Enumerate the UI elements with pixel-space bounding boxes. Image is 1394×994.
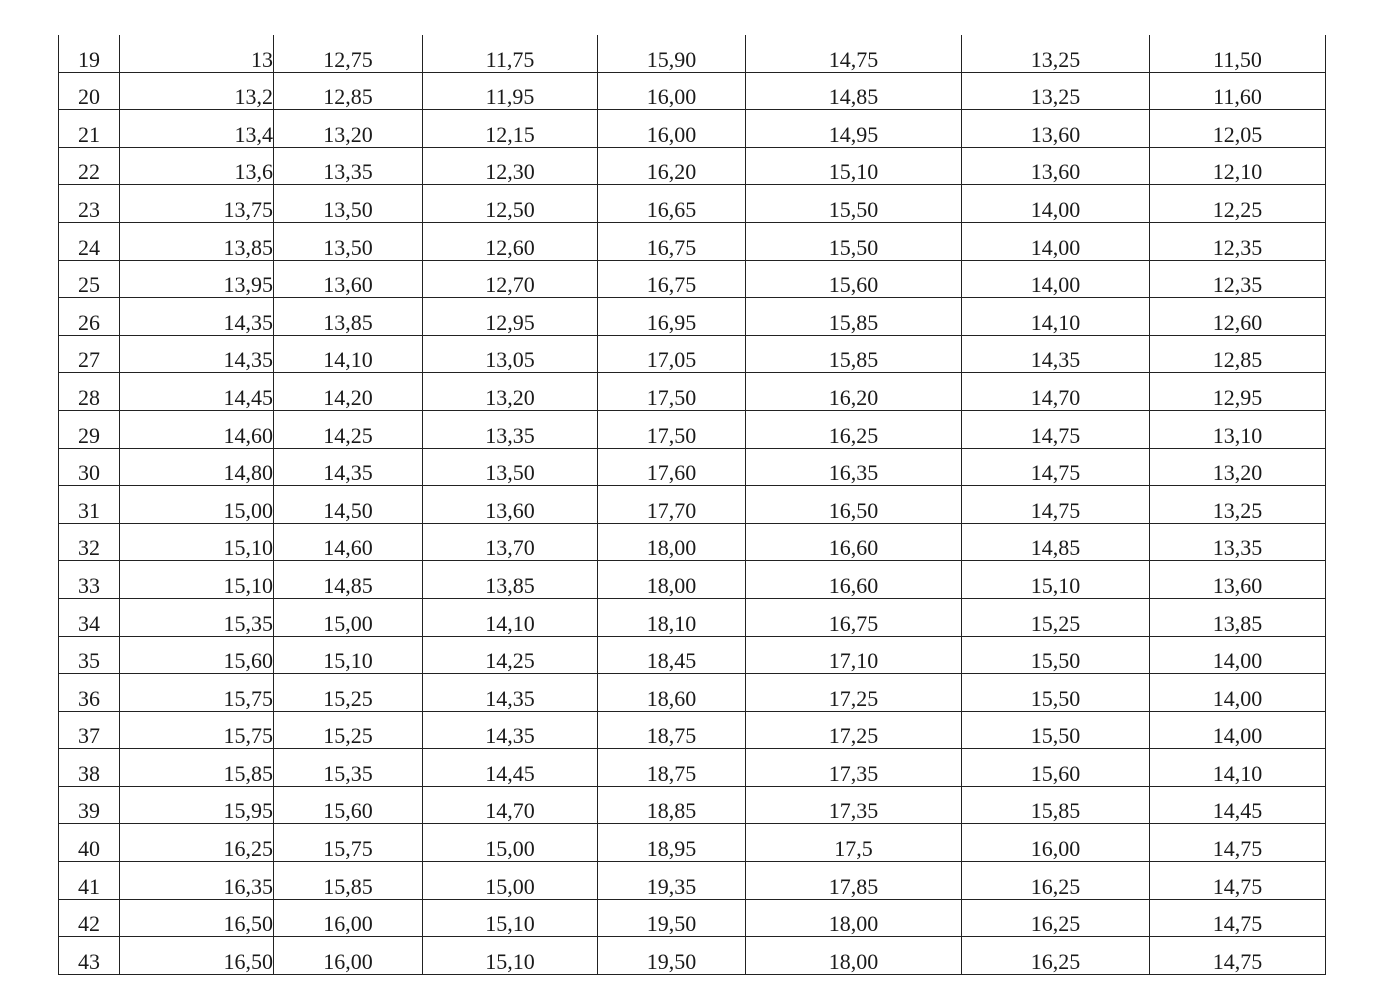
value-cell: 13,85 — [1150, 598, 1326, 636]
value-cell: 12,95 — [423, 298, 598, 336]
value-cell: 13,60 — [274, 260, 423, 298]
value-cell: 14,00 — [962, 185, 1150, 223]
value-cell: 13,05 — [423, 335, 598, 373]
row-number-cell: 36 — [59, 674, 120, 712]
value-cell: 14,00 — [1150, 636, 1326, 674]
row-number-cell: 41 — [59, 862, 120, 900]
value-cell: 13,75 — [120, 185, 274, 223]
value-cell: 15,85 — [274, 862, 423, 900]
value-cell: 18,75 — [598, 711, 746, 749]
value-cell: 14,85 — [962, 523, 1150, 561]
value-cell: 15,25 — [962, 598, 1150, 636]
row-number-cell: 29 — [59, 410, 120, 448]
value-cell: 18,95 — [598, 824, 746, 862]
value-cell: 18,10 — [598, 598, 746, 636]
value-cell: 13,50 — [423, 448, 598, 486]
value-cell: 15,60 — [274, 786, 423, 824]
value-cell: 15,85 — [120, 749, 274, 787]
value-cell: 13,25 — [962, 35, 1150, 72]
row-number-cell: 20 — [59, 72, 120, 110]
table-row — [59, 561, 1326, 599]
value-cell: 16,00 — [274, 937, 423, 975]
row-number-cell: 25 — [59, 260, 120, 298]
value-cell: 15,10 — [274, 636, 423, 674]
row-number-cell: 22 — [59, 147, 120, 185]
table-row — [59, 448, 1326, 486]
value-cell: 13,25 — [962, 72, 1150, 110]
value-cell: 14,85 — [274, 561, 423, 599]
value-cell: 15,60 — [962, 749, 1150, 787]
value-cell: 16,25 — [746, 410, 962, 448]
value-cell: 12,60 — [423, 222, 598, 260]
value-cell: 14,75 — [1150, 862, 1326, 900]
value-cell: 14,00 — [1150, 711, 1326, 749]
value-cell: 12,30 — [423, 147, 598, 185]
value-cell: 14,95 — [746, 110, 962, 148]
value-cell: 13,50 — [274, 185, 423, 223]
value-cell: 16,20 — [746, 373, 962, 411]
value-cell: 18,00 — [598, 523, 746, 561]
value-cell: 13,50 — [274, 222, 423, 260]
value-cell: 16,35 — [746, 448, 962, 486]
table-container — [58, 35, 1325, 975]
value-cell: 16,60 — [746, 561, 962, 599]
value-cell: 14,85 — [746, 72, 962, 110]
value-cell: 14,75 — [1150, 824, 1326, 862]
row-number-cell: 30 — [59, 448, 120, 486]
value-cell: 14,25 — [423, 636, 598, 674]
value-cell: 18,00 — [598, 561, 746, 599]
value-cell: 13,35 — [1150, 523, 1326, 561]
value-cell: 15,60 — [746, 260, 962, 298]
value-cell: 13,85 — [120, 222, 274, 260]
value-cell: 17,85 — [746, 862, 962, 900]
value-cell: 12,75 — [274, 35, 423, 72]
value-cell: 16,50 — [120, 937, 274, 975]
row-number-cell: 35 — [59, 636, 120, 674]
value-cell: 12,70 — [423, 260, 598, 298]
value-cell: 12,35 — [1150, 222, 1326, 260]
value-cell: 15,25 — [274, 711, 423, 749]
value-cell: 16,50 — [120, 899, 274, 937]
value-cell: 14,35 — [120, 298, 274, 336]
value-cell: 17,50 — [598, 410, 746, 448]
value-cell: 15,35 — [120, 598, 274, 636]
table-row — [59, 373, 1326, 411]
row-number-cell: 19 — [59, 35, 120, 72]
value-cell: 14,75 — [962, 486, 1150, 524]
table-body — [59, 35, 1326, 974]
row-number-cell: 34 — [59, 598, 120, 636]
value-cell: 15,85 — [746, 298, 962, 336]
row-number-cell: 43 — [59, 937, 120, 975]
value-cell: 13,85 — [423, 561, 598, 599]
value-cell: 18,85 — [598, 786, 746, 824]
table-row — [59, 222, 1326, 260]
value-cell: 14,70 — [423, 786, 598, 824]
value-cell: 13,35 — [423, 410, 598, 448]
value-cell: 15,75 — [274, 824, 423, 862]
row-number-cell: 28 — [59, 373, 120, 411]
value-cell: 15,10 — [120, 561, 274, 599]
value-cell: 12,10 — [1150, 147, 1326, 185]
row-number-cell: 42 — [59, 899, 120, 937]
value-cell: 13,85 — [274, 298, 423, 336]
value-cell: 14,35 — [962, 335, 1150, 373]
value-cell: 14,45 — [1150, 786, 1326, 824]
value-cell: 14,60 — [120, 410, 274, 448]
value-cell: 14,00 — [962, 222, 1150, 260]
value-cell: 12,85 — [274, 72, 423, 110]
value-cell: 15,50 — [962, 711, 1150, 749]
value-cell: 15,85 — [746, 335, 962, 373]
value-cell: 14,45 — [120, 373, 274, 411]
table-row — [59, 598, 1326, 636]
value-cell: 16,00 — [274, 899, 423, 937]
value-cell: 15,10 — [423, 937, 598, 975]
value-cell: 11,60 — [1150, 72, 1326, 110]
value-cell: 14,00 — [1150, 674, 1326, 712]
value-cell: 16,25 — [962, 937, 1150, 975]
value-cell: 15,50 — [746, 222, 962, 260]
table-row — [59, 260, 1326, 298]
value-cell: 12,60 — [1150, 298, 1326, 336]
value-cell: 14,75 — [746, 35, 962, 72]
table-row — [59, 523, 1326, 561]
row-number-cell: 39 — [59, 786, 120, 824]
value-cell: 13,60 — [962, 147, 1150, 185]
value-cell: 15,25 — [274, 674, 423, 712]
value-cell: 17,70 — [598, 486, 746, 524]
table-row — [59, 711, 1326, 749]
table-row — [59, 862, 1326, 900]
value-cell: 15,75 — [120, 711, 274, 749]
value-cell: 15,10 — [962, 561, 1150, 599]
value-cell: 17,10 — [746, 636, 962, 674]
value-cell: 14,70 — [962, 373, 1150, 411]
value-cell: 17,25 — [746, 674, 962, 712]
table-row — [59, 335, 1326, 373]
data-table — [58, 35, 1326, 975]
value-cell: 19,50 — [598, 937, 746, 975]
table-row — [59, 298, 1326, 336]
value-cell: 12,85 — [1150, 335, 1326, 373]
value-cell: 16,00 — [598, 110, 746, 148]
value-cell: 16,20 — [598, 147, 746, 185]
value-cell: 16,75 — [598, 260, 746, 298]
value-cell: 17,25 — [746, 711, 962, 749]
table-row — [59, 937, 1326, 975]
value-cell: 12,50 — [423, 185, 598, 223]
table-row — [59, 749, 1326, 787]
value-cell: 15,50 — [962, 636, 1150, 674]
value-cell: 16,75 — [746, 598, 962, 636]
value-cell: 13,35 — [274, 147, 423, 185]
value-cell: 19,35 — [598, 862, 746, 900]
value-cell: 15,95 — [120, 786, 274, 824]
row-number-cell: 31 — [59, 486, 120, 524]
value-cell: 16,75 — [598, 222, 746, 260]
value-cell: 13,60 — [962, 110, 1150, 148]
value-cell: 14,50 — [274, 486, 423, 524]
table-row — [59, 185, 1326, 223]
value-cell: 14,00 — [962, 260, 1150, 298]
value-cell: 13,60 — [423, 486, 598, 524]
value-cell: 15,00 — [423, 862, 598, 900]
value-cell: 16,95 — [598, 298, 746, 336]
table-row — [59, 786, 1326, 824]
value-cell: 15,90 — [598, 35, 746, 72]
value-cell: 14,75 — [962, 410, 1150, 448]
value-cell: 17,50 — [598, 373, 746, 411]
value-cell: 15,00 — [423, 824, 598, 862]
table-row — [59, 674, 1326, 712]
table-row — [59, 147, 1326, 185]
table-row — [59, 899, 1326, 937]
table-row — [59, 35, 1326, 72]
value-cell: 14,25 — [274, 410, 423, 448]
value-cell: 18,60 — [598, 674, 746, 712]
value-cell: 12,35 — [1150, 260, 1326, 298]
value-cell: 18,45 — [598, 636, 746, 674]
value-cell: 14,10 — [423, 598, 598, 636]
value-cell: 14,10 — [274, 335, 423, 373]
value-cell: 12,15 — [423, 110, 598, 148]
value-cell: 14,35 — [120, 335, 274, 373]
value-cell: 17,60 — [598, 448, 746, 486]
value-cell: 17,05 — [598, 335, 746, 373]
value-cell: 14,45 — [423, 749, 598, 787]
row-number-cell: 32 — [59, 523, 120, 561]
value-cell: 17,35 — [746, 786, 962, 824]
table-row — [59, 72, 1326, 110]
value-cell: 14,60 — [274, 523, 423, 561]
row-number-cell: 24 — [59, 222, 120, 260]
value-cell: 11,95 — [423, 72, 598, 110]
value-cell: 14,35 — [423, 711, 598, 749]
value-cell: 11,50 — [1150, 35, 1326, 72]
value-cell: 12,95 — [1150, 373, 1326, 411]
row-number-cell: 33 — [59, 561, 120, 599]
value-cell: 14,75 — [962, 448, 1150, 486]
value-cell: 16,60 — [746, 523, 962, 561]
value-cell: 16,00 — [598, 72, 746, 110]
value-cell: 11,75 — [423, 35, 598, 72]
value-cell: 14,20 — [274, 373, 423, 411]
value-cell: 15,10 — [746, 147, 962, 185]
value-cell: 13,10 — [1150, 410, 1326, 448]
value-cell: 14,10 — [1150, 749, 1326, 787]
value-cell: 15,60 — [120, 636, 274, 674]
row-number-cell: 26 — [59, 298, 120, 336]
value-cell: 13,70 — [423, 523, 598, 561]
value-cell: 13,20 — [1150, 448, 1326, 486]
value-cell: 16,50 — [746, 486, 962, 524]
value-cell: 14,35 — [423, 674, 598, 712]
table-row — [59, 824, 1326, 862]
value-cell: 15,85 — [962, 786, 1150, 824]
value-cell: 16,00 — [962, 824, 1150, 862]
value-cell: 13,95 — [120, 260, 274, 298]
value-cell: 13,6 — [120, 147, 274, 185]
value-cell: 12,05 — [1150, 110, 1326, 148]
value-cell: 15,00 — [120, 486, 274, 524]
value-cell: 14,80 — [120, 448, 274, 486]
value-cell: 19,50 — [598, 899, 746, 937]
value-cell: 15,50 — [962, 674, 1150, 712]
row-number-cell: 37 — [59, 711, 120, 749]
value-cell: 14,10 — [962, 298, 1150, 336]
value-cell: 15,10 — [423, 899, 598, 937]
value-cell: 15,00 — [274, 598, 423, 636]
value-cell: 13,25 — [1150, 486, 1326, 524]
row-number-cell: 40 — [59, 824, 120, 862]
value-cell: 13,20 — [423, 373, 598, 411]
table-row — [59, 110, 1326, 148]
value-cell: 13,2 — [120, 72, 274, 110]
value-cell: 16,25 — [120, 824, 274, 862]
value-cell: 16,25 — [962, 862, 1150, 900]
value-cell: 13 — [120, 35, 274, 72]
table-row — [59, 410, 1326, 448]
value-cell: 13,60 — [1150, 561, 1326, 599]
row-number-cell: 38 — [59, 749, 120, 787]
value-cell: 14,75 — [1150, 899, 1326, 937]
value-cell: 13,20 — [274, 110, 423, 148]
value-cell: 18,00 — [746, 937, 962, 975]
value-cell: 17,5 — [746, 824, 962, 862]
value-cell: 13,4 — [120, 110, 274, 148]
table-row — [59, 486, 1326, 524]
table-row — [59, 636, 1326, 674]
value-cell: 15,50 — [746, 185, 962, 223]
value-cell: 14,75 — [1150, 937, 1326, 975]
value-cell: 15,35 — [274, 749, 423, 787]
value-cell: 12,25 — [1150, 185, 1326, 223]
row-number-cell: 21 — [59, 110, 120, 148]
value-cell: 16,35 — [120, 862, 274, 900]
value-cell: 15,75 — [120, 674, 274, 712]
value-cell: 16,65 — [598, 185, 746, 223]
value-cell: 18,00 — [746, 899, 962, 937]
value-cell: 14,35 — [274, 448, 423, 486]
row-number-cell: 27 — [59, 335, 120, 373]
value-cell: 17,35 — [746, 749, 962, 787]
row-number-cell: 23 — [59, 185, 120, 223]
value-cell: 16,25 — [962, 899, 1150, 937]
value-cell: 18,75 — [598, 749, 746, 787]
value-cell: 15,10 — [120, 523, 274, 561]
